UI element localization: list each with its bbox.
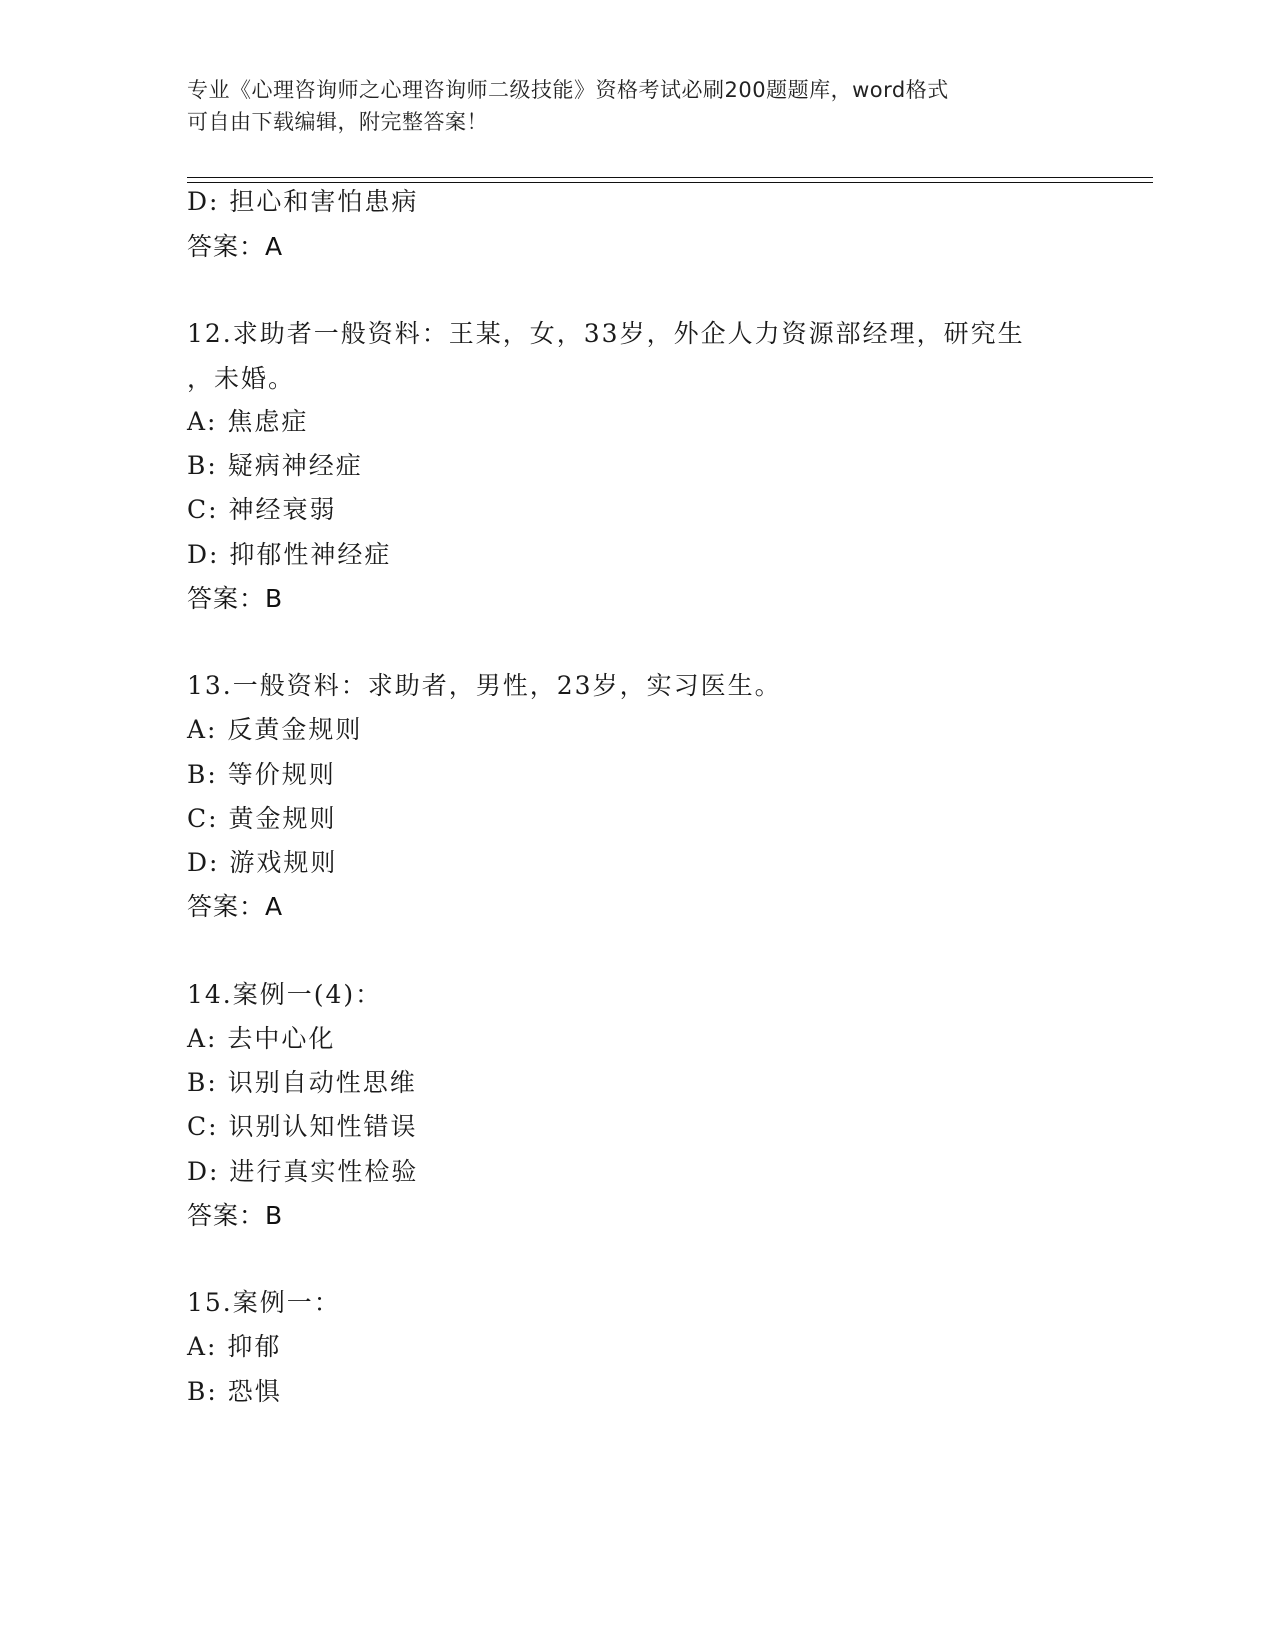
question-14-option-b: B: 识别自动性思维 xyxy=(187,1068,417,1097)
question-14-option-c: C: 识别认知性错误 xyxy=(187,1112,418,1141)
header-divider-top xyxy=(187,177,1153,178)
question-13-option-a: A: 反黄金规则 xyxy=(187,715,363,744)
document-header xyxy=(187,74,1067,138)
header-title-line-2: 可自由下载编辑，附完整答案！ xyxy=(187,110,488,134)
question-13-stem: 13.一般资料：求助者，男性，23岁，实习医生。 xyxy=(187,671,782,700)
question-13-option-c: C: 黄金规则 xyxy=(187,804,337,833)
question-12-option-d: D: 抑郁性神经症 xyxy=(187,540,392,569)
question-14-option-d: D: 进行真实性检验 xyxy=(187,1157,419,1186)
question-13-option-b: B: 等价规则 xyxy=(187,760,336,789)
question-12-option-c: C: 神经衰弱 xyxy=(187,495,337,524)
prev-question-option-d: D: 担心和害怕患病 xyxy=(187,187,419,216)
question-15-option-a: A: 抑郁 xyxy=(187,1332,282,1361)
question-14-stem: 14.案例一(4)： xyxy=(187,980,383,1009)
header-divider-bottom xyxy=(187,182,1153,183)
question-15-stem: 15.案例一： xyxy=(187,1288,341,1317)
question-12-stem-line-1: 12.求助者一般资料：王某，女，33岁，外企人力资源部经理，研究生 xyxy=(187,319,1025,348)
question-14-option-a: A: 去中心化 xyxy=(187,1024,336,1053)
question-12-option-b: B: 疑病神经症 xyxy=(187,451,363,480)
question-12-answer: 答案：B xyxy=(187,584,284,613)
header-title-line-1: 专业《心理咨询师之心理咨询师二级技能》资格考试必刷200题题库，word格式 xyxy=(187,78,949,102)
question-12-option-a: A: 焦虑症 xyxy=(187,407,309,436)
question-13-answer: 答案：A xyxy=(187,892,284,921)
prev-question-answer: 答案：A xyxy=(187,232,284,261)
question-13-option-d: D: 游戏规则 xyxy=(187,848,338,877)
question-14-answer: 答案：B xyxy=(187,1201,284,1230)
question-15-option-b: B: 恐惧 xyxy=(187,1377,282,1406)
question-12-stem-line-2: ，未婚。 xyxy=(187,364,296,393)
